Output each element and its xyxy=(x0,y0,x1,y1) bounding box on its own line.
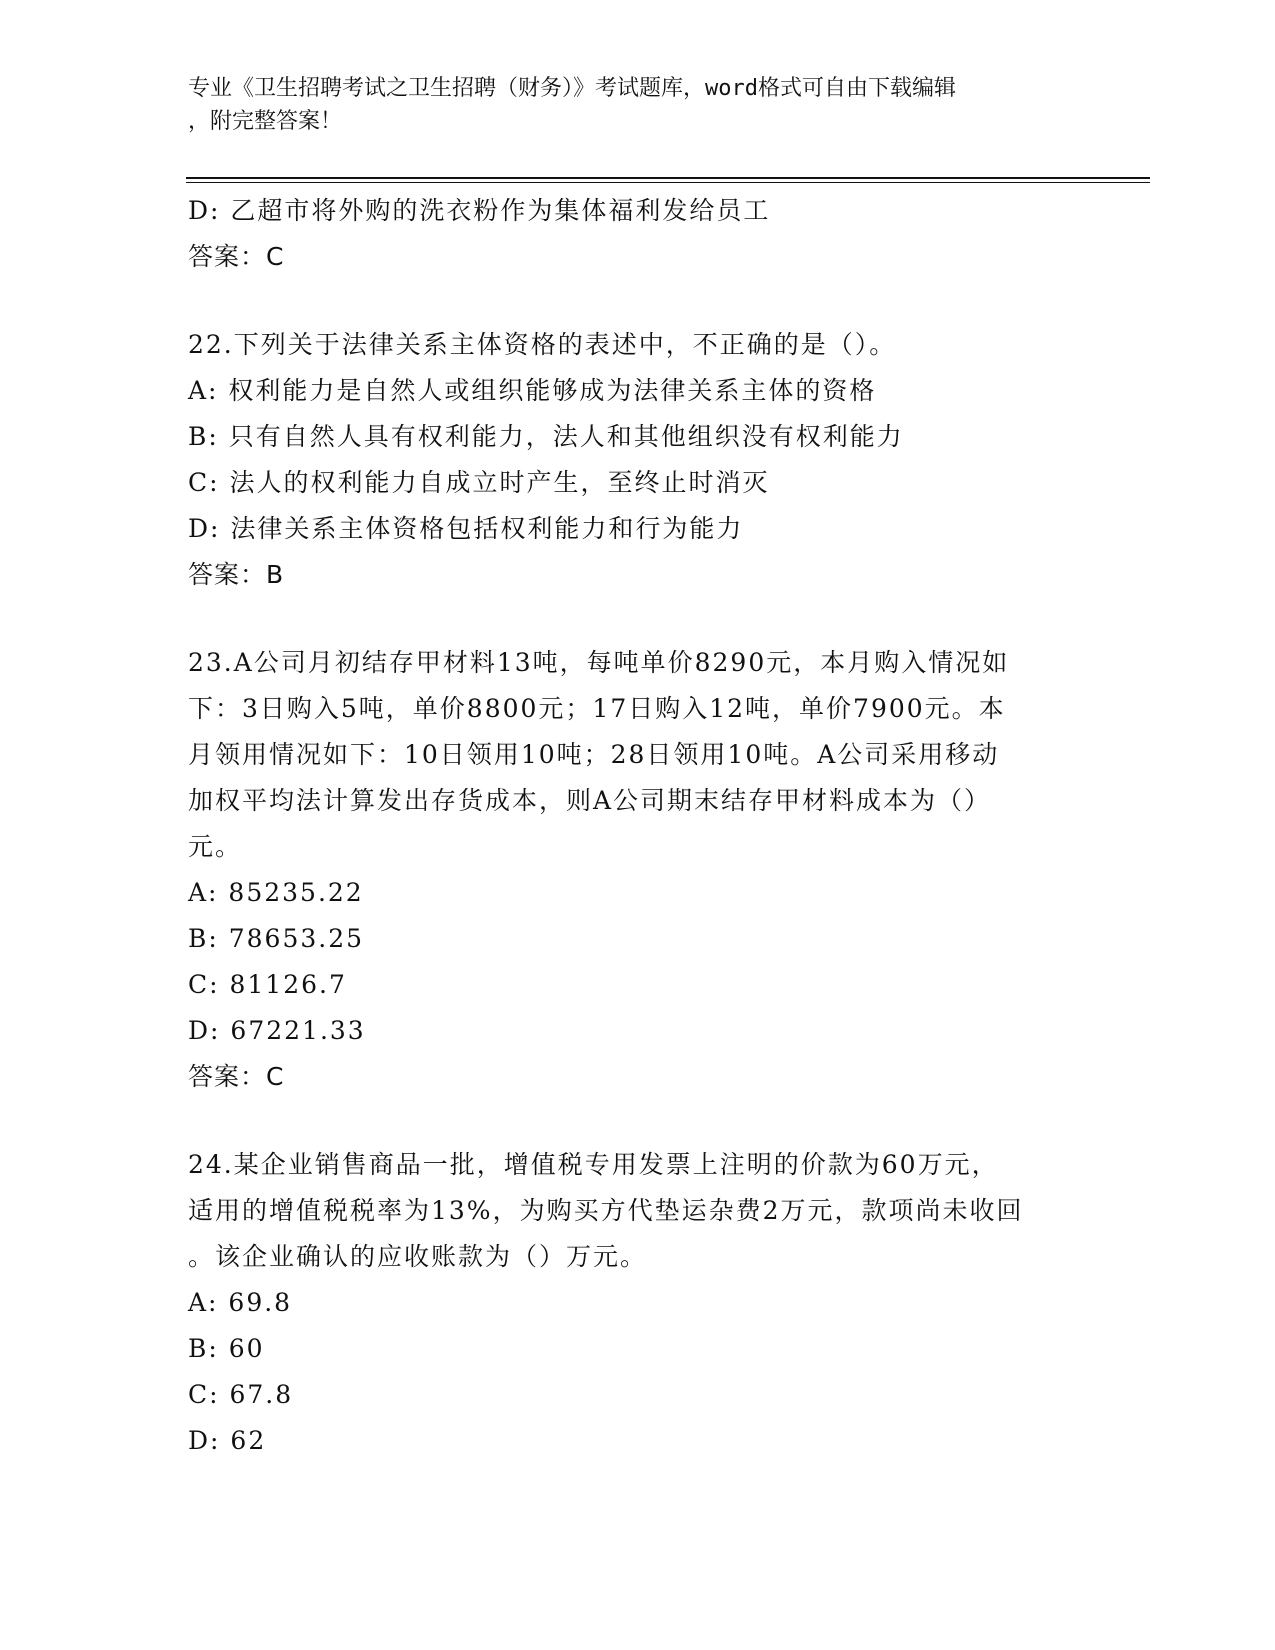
option-c: C: 81126.7 xyxy=(188,970,347,999)
option-d: D: 67221.33 xyxy=(188,1016,366,1045)
question-stem-line: 下：3日购入5吨，单价8800元；17日购入12吨，单价7900元。本 xyxy=(188,694,1006,723)
question-21-tail xyxy=(188,188,1088,280)
question-stem-line: 月领用情况如下：10日领用10吨；28日领用10吨。A公司采用移动 xyxy=(188,740,1000,769)
option-d: D: 乙超市将外购的洗衣粉作为集体福利发给员工 xyxy=(188,196,771,225)
header-divider-thin xyxy=(186,182,1150,183)
option-d: D: 法律关系主体资格包括权利能力和行为能力 xyxy=(188,514,744,543)
option-a: A: 权利能力是自然人或组织能够成为法律关系主体的资格 xyxy=(188,376,877,405)
question-stem-line: 适用的增值税税率为13%，为购买方代垫运杂费2万元，款项尚未收回 xyxy=(188,1196,1024,1225)
header-line-1: 专业《卫生招聘考试之卫生招聘（财务）》考试题库，word格式可自由下载编辑 xyxy=(188,76,956,101)
option-c: C: 法人的权利能力自成立时产生，至终止时消灭 xyxy=(188,468,770,497)
answer-label: 答案：C xyxy=(188,242,285,271)
answer-label: 答案：C xyxy=(188,1062,285,1091)
question-stem: 22.下列关于法律关系主体资格的表述中，不正确的是（）。 xyxy=(188,330,897,359)
option-b: B: 60 xyxy=(188,1334,265,1363)
question-stem-line: 加权平均法计算发出存货成本，则A公司期末结存甲材料成本为（） xyxy=(188,786,992,815)
option-a: A: 69.8 xyxy=(188,1288,293,1317)
option-c: C: 67.8 xyxy=(188,1380,294,1409)
question-stem-line: 元。 xyxy=(188,832,243,861)
page-header xyxy=(188,72,1068,138)
option-b: B: 只有自然人具有权利能力，法人和其他组织没有权利能力 xyxy=(188,422,904,451)
question-22 xyxy=(188,322,1088,598)
document-body xyxy=(188,188,1088,1464)
header-line-2: ，附完整答案！ xyxy=(188,109,343,134)
header-divider xyxy=(186,177,1150,179)
question-stem-line: 。该企业确认的应收账款为（）万元。 xyxy=(188,1242,648,1271)
option-d: D: 62 xyxy=(188,1426,267,1455)
question-stem-line: 24.某企业销售商品一批，增值税专用发票上注明的价款为60万元， xyxy=(188,1150,999,1179)
option-b: B: 78653.25 xyxy=(188,924,365,953)
question-stem-line: 23.A公司月初结存甲材料13吨，每吨单价8290元，本月购入情况如 xyxy=(188,648,1010,677)
question-23 xyxy=(188,640,1088,1100)
question-24 xyxy=(188,1142,1088,1464)
option-a: A: 85235.22 xyxy=(188,878,364,907)
answer-label: 答案：B xyxy=(188,560,285,589)
